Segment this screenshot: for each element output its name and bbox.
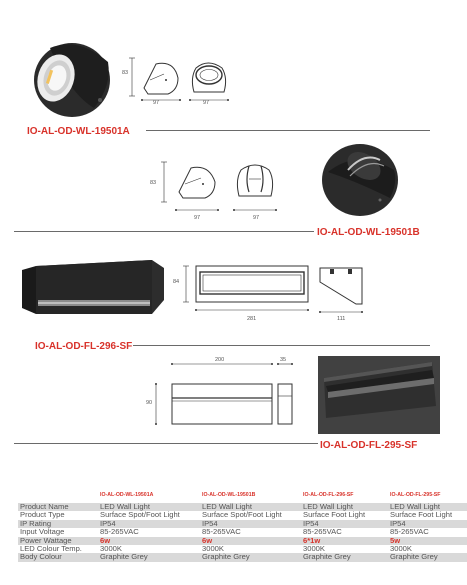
spec-cell: IP54: [100, 518, 116, 528]
dim-width-b-19501a: 97: [203, 100, 210, 106]
dim-width-b-19501b: 97: [253, 215, 260, 221]
spec-cell: Surface Spot/Foot Light: [202, 510, 282, 520]
product-code-19501a: IO-AL-OD-WL-19501A: [27, 126, 130, 137]
dim-lines-19501b: [160, 162, 280, 216]
dim-length-295sf: 200: [215, 357, 225, 363]
divider-4: [14, 443, 318, 444]
spec-cell: 3000K: [202, 544, 224, 553]
divider-3: [133, 345, 430, 346]
spec-cell: 5w: [390, 535, 401, 545]
dim-depth-295sf: 35: [280, 357, 287, 363]
spec-cell: 85-265VAC: [100, 527, 139, 537]
spec-cell: LED Wall Light: [202, 502, 252, 511]
dim-height-296sf: 84: [173, 279, 180, 285]
spec-cell: 85-265VAC: [390, 527, 429, 537]
spec-cell: IP54: [202, 518, 218, 528]
spec-cell: 3000K: [303, 544, 325, 553]
spec-cell: Graphite Grey: [303, 552, 351, 562]
divider-1: [146, 130, 430, 131]
spec-row: [18, 553, 467, 561]
spec-cell: 85-265VAC: [202, 527, 241, 537]
spec-cell: 6w: [202, 535, 213, 545]
spec-col-header: IO-AL-OD-WL-19501A: [100, 492, 154, 498]
spec-cell: LED Wall Light: [303, 502, 353, 511]
spec-cell: IP54: [303, 518, 319, 528]
dim-height-19501a: 83: [122, 70, 129, 76]
spec-cell: Graphite Grey: [390, 552, 438, 562]
spec-cell: 85-265VAC: [303, 527, 342, 537]
dim-height-295sf: 90: [146, 400, 153, 406]
spec-cell: 3000K: [100, 544, 122, 553]
spec-col-header: IO-AL-OD-FL-295-SF: [390, 492, 441, 498]
spec-cell: Surface Spot/Foot Light: [100, 510, 180, 520]
drawing-295sf-front: [160, 360, 305, 430]
spec-cell: LED Wall Light: [100, 502, 150, 511]
spec-cell: 6w: [100, 535, 111, 545]
spec-cell: Graphite Grey: [100, 552, 148, 562]
spec-row-label: Input Voltage: [20, 527, 65, 537]
product-code-295sf: IO-AL-OD-FL-295-SF: [320, 440, 418, 451]
product-code-296sf: IO-AL-OD-FL-296-SF: [35, 341, 133, 352]
spec-row-label: IP Rating: [20, 518, 52, 528]
spec-row-label: Product Name: [20, 502, 69, 511]
product-photo-296sf: [22, 258, 164, 316]
dim-width-a-19501b: 97: [194, 215, 201, 221]
spec-cell: Surface Foot Light: [390, 510, 453, 520]
dim-height-19501b: 83: [150, 180, 157, 186]
spec-cell: 6*1w: [303, 535, 321, 545]
spec-row-label: Body Colour: [20, 552, 62, 562]
spec-cell: LED Wall Light: [390, 502, 440, 511]
spec-row-label: Product Type: [20, 510, 65, 520]
product-photo-19501b: [318, 142, 402, 218]
spec-cell: IP54: [390, 518, 406, 528]
dim-length-296sf: 281: [247, 316, 257, 322]
drawing-296sf-front: [190, 262, 315, 314]
spec-col-header: IO-AL-OD-WL-19501B: [202, 492, 256, 498]
dim-depth-296sf: 111: [337, 316, 346, 322]
spec-row-label: Power Wattage: [20, 535, 72, 545]
product-photo-295sf: [318, 356, 440, 434]
dim-lines-19501a: [128, 58, 238, 106]
spec-cell: 3000K: [390, 544, 412, 553]
product-code-19501b: IO-AL-OD-WL-19501B: [317, 227, 420, 238]
divider-2: [14, 231, 314, 232]
drawing-296sf-side: [318, 264, 366, 316]
spec-cell: Surface Foot Light: [303, 510, 366, 520]
spec-col-header: IO-AL-OD-FL-296-SF: [303, 492, 354, 498]
spec-row-label: LED Colour Temp.: [20, 544, 82, 553]
product-photo-19501a: [30, 36, 120, 118]
dim-width-a-19501a: 97: [153, 100, 160, 106]
spec-cell: Graphite Grey: [202, 552, 250, 562]
